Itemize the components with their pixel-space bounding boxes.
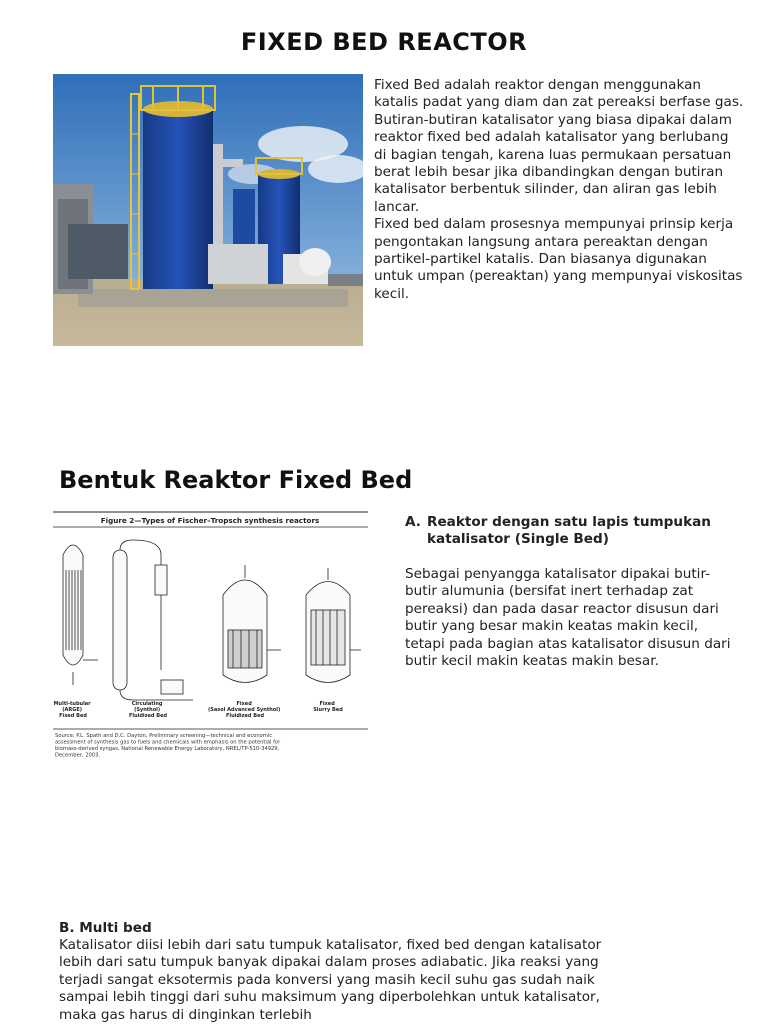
reactor-photo [53, 74, 363, 346]
page-title: FIXED BED REACTOR [240, 28, 528, 56]
reactor2-label: Circulating (Synthol) Fluidized Bed [128, 701, 168, 719]
figure-caption: Figure 2—Types of Fischer–Tropsch synthesis reactors [100, 516, 320, 525]
section-a-marker: A. [405, 514, 421, 530]
reactor4-label: Fixed Slurry Bed [313, 701, 343, 713]
section-a-heading [405, 514, 735, 549]
figure-source: Source: P.L. Spath and D.C. Dayton, Preliminary screening—technical and economic assessment of synthesis gas to fuels and chemicals with emphasis on the potential for biomass-derived syngas, National Renewable Energy Laboratory, NREL/TP-510-34929, December, 2003. [55, 733, 281, 759]
section-a-body: Sebagai penyangga katalisator dipakai butir-butir alumunia (bersifat inert terhadap zat pereaksi) dan pada dasar reactor disusun dari butir yang besar makin keatas makin kecil, tetapi pada bagian atas katalisator disusun dari butir kecil makin keatas makin besar. [405, 566, 731, 670]
section-b-heading: B. Multi bed [59, 920, 152, 936]
multitubular-reactor-drawing [63, 545, 98, 685]
section-a-title: Reaktor dengan satu lapis tumpukan katalisator (Single Bed) [427, 514, 711, 548]
reactor-photo-image [53, 74, 363, 346]
reactor-types-figure [53, 510, 368, 770]
reactor3-label: Fixed (Sasol Advanced Synthol) Fluidized Bed [208, 701, 281, 719]
intro-text [374, 77, 744, 303]
reactor1-label: Multi-tubular (ARGE) Fixed Bed [53, 701, 91, 719]
reactor-types-diagram [53, 510, 368, 770]
sas-reactor-drawing [223, 565, 281, 683]
circulating-reactor-drawing [113, 540, 193, 700]
slurry-reactor-drawing [306, 568, 361, 683]
intro-paragraph-2: Fixed bed dalam prosesnya mempunyai prinsip kerja pengontakan langsung antara pereaktan dengan partikel-partikel katalis. Dan biasanya digunakan untuk umpan (pereaktan) yang mempunyai viskositas kecil. [374, 216, 743, 302]
section-b-body: Katalisator diisi lebih dari satu tumpuk katalisator, fixed bed dengan katalisator lebih dari satu tumpuk banyak dipakai dalam proses adiabatic. Jika reaksi yang terjadi sangat eksotermis pada konversi yang masih kecil suhu gas sudah naik sampai lebih tinggi dari suhu maksimum yang diperbolehkan untuk katalisator, maka gas harus di dinginkan terlebih [59, 937, 602, 1023]
intro-paragraph-1: Fixed Bed adalah reaktor dengan menggunakan katalis padat yang diam dan zat pereaksi berfase gas. Butiran-butiran katalisator yang biasa dipakai dalam reaktor fixed bed adalah katalisator yang berlubang di bagian tengah, karena luas permukaan persatuan berat lebih besar jika dibandingkan dengan butiran katalisator berbentuk silinder, dan aliran gas lebih lancar. [374, 77, 744, 215]
section-heading: Bentuk Reaktor Fixed Bed [59, 466, 413, 494]
